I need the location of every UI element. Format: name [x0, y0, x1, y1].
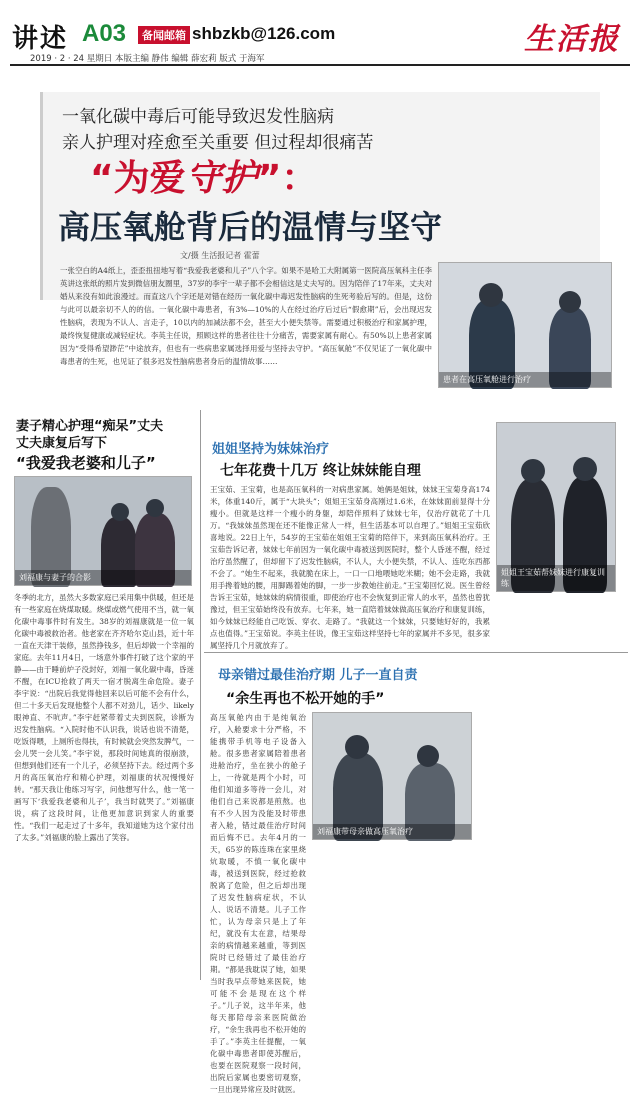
person-head — [521, 459, 545, 483]
story3-body-sidebar — [480, 712, 626, 980]
newspaper-logo: 生活报 — [524, 22, 620, 57]
main-headline: 高压氧舱背后的温情与坚守 — [58, 208, 443, 246]
subheadline-1: 一氧化碳中毒后可能导致迟发性脑病 — [62, 107, 334, 127]
section-tag: 备闻邮箱 — [138, 26, 190, 44]
main-headline-suffix: ”： — [257, 158, 318, 199]
lead-photo — [438, 262, 612, 388]
page-number: A03 — [82, 20, 127, 47]
row-divider — [204, 652, 628, 653]
subheadline-2: 亲人护理对痊愈至关重要 但过程却很痛苦 — [62, 133, 374, 153]
story1-headline-quote: “我爱我老婆和儿子” — [16, 454, 156, 472]
story1-photo-caption: 刘福康与妻子的合影 — [15, 570, 191, 585]
story2-photo — [496, 422, 616, 592]
masthead — [0, 0, 640, 62]
person-head — [146, 499, 164, 517]
story3-subheadline: “余生再也不松开她的手” — [226, 691, 385, 707]
person-head — [479, 283, 503, 307]
main-headline-script: 守护 — [185, 157, 258, 199]
lead-photo-caption: 患者在高压氧舱进行治疗 — [439, 372, 611, 387]
story1-photo — [14, 476, 192, 586]
story2-subheadline: 七年花费十几万 终让妹妹能自理 — [220, 463, 421, 479]
person-head — [417, 745, 439, 767]
contact-email: shbzkb@126.com — [192, 24, 336, 43]
section-title: 讲述 — [12, 24, 69, 54]
story3-photo — [312, 712, 472, 840]
person-head — [345, 735, 369, 759]
person-head — [111, 503, 129, 521]
dateline: 2019 · 2 · 24 星期日 本版主编 静伟 编辑 薛宏莉 版式 于海军 — [30, 54, 265, 64]
main-headline-red — [90, 150, 317, 201]
person-head — [559, 291, 581, 313]
story2-body: 王宝茹、王宝菊，也是高压氧科的一对病患家属。她俩是姐妹，妹妹王宝菊身高174米，体重140斤，属于“大块头”；姐姐王宝茹身高刚过1.6米，在妹妹面前显得十分瘦小。但就是这样一个瘦小的身躯，却陪伴照料了妹妹七年，仅治疗就花了十几万。“我妹妹虽然现在还不能像正常人一样，但生活基本可以自理了。”姐姐王宝茹欣喜地说。22日上午，54岁的王宝茹在姐姐王宝菊的陪伴下，来到高压氧科治疗。王宝茹告诉记者，妹妹七年前因为一氧化碳中毒被送到医院时，整个人昏迷不醒，经过治疗虽然醒了，但却留下了迟发性脑病，不认人，大小便失禁，不认人、连吃东西都不会了。“她生不起来，我就脆在床上，一口一口地喂她吃米糊；她不会走路，我就用手搀着她的腰，用脚踢着她的脚，一步一步教她往前走。”王宝菊回忆说。医生曾经告诉王宝茹，她妹妹的病情很重，即使治疗也不会恢复到正常人的水平，虽然也曾犹豫过，但王宝茹始终没有放弃。七年来，她一直陪着妹妹做高压氧治疗和康复训练，如今妹妹已经能自己吃饭、穿衣、走路了。“我就这一个妹妹，只要她好好的，我累点也值得。”王宝茹说。李英主任说，像王宝茹这样坚持七年的家属并不多见，很多家属坚持几个月就放弃了。 — [210, 485, 490, 650]
story1-body: 冬季的北方，虽然大多数家庭已采用集中供暖，但还是有一些家庭在烧煤取暖。烧煤或燃气使用不当，就一氧化碳中毒事件时有发生。38岁的刘福康就是一位一氧化碳中毒被救治者。他老家在齐齐哈尔克山县，近十年一直在天津干装修，虽然挣钱多，但后却做一个幸福的家庭。去年11月4日，一场意外事件打破了这个家的平静——由于睡前炉子没封好，刘福一氧化碳中毒，昏迷不醒，在ICU抢救了两天一宿才脱离生命危险。妻子李宇说：“出院后我觉得他回来以后可能不会有什么，但二十多天后发现他整个人都不对劲儿，话少、likely 眼神直、不吭声。”李宇赶紧带着丈夫到医院，诊断为迟发性脑病。“入院时他不认识我，说话也说不清楚，吃饭得喂，上厕所也得扶，有时候就会突然发脾气，一会儿哭一会儿笑。”李宇说，那段时间她真的很崩溃，但想到他们还有一个儿子，必须坚持下去。经过两个多月的高压氧治疗和精心护理，刘福康的状况慢慢好转。“那天我让他练习写字，问他想写什么，他一笔一画写下‘我爱我老婆和儿子’，我当时就哭了。”刘福康说，病了这段时间，让他更加意识到家人的重要性。“我们一起走过了十多年，我知道她为这个家付出了太多。”刘福康的脸上露出了笑容。 — [14, 593, 194, 842]
story3-body-continued — [312, 846, 472, 980]
story3-headline: 母亲错过最佳治疗期 儿子一直自责 — [218, 668, 418, 683]
main-headline-prefix: “为爱 — [90, 158, 186, 199]
story2-photo-caption: 姐姐王宝茹帮妹妹进行康复训练 — [497, 565, 615, 591]
story1-headline-line1: 妻子精心护理“痴呆”丈夫 — [16, 419, 164, 434]
masthead-rule — [10, 64, 630, 66]
story3-photo-caption: 刘福康带母亲做高压氧治疗 — [313, 824, 471, 839]
lead-paragraph: 一张空白的A4纸上，歪歪扭扭地写着“我爱我老婆和儿子”八个字。如果不是哈工大附属第一医院高压氧科主任李英讲这张纸的照片发到微信朋友圈里，37岁的李宇一辈子都不会相信这是丈夫写的。因为陪伴了17年来，丈夫对婚从来没有如此浪漫过。而直这八个字还是对错在经历一氧化碳中毒迟发性脑病的生死考验后写的。但是，这份与此可以最亲切不人的的信。一氧化碳中毒患者，有3%—10%的人在经过治疗后过后“假愈期”后，会出现迟发性脑病，表现为不认人、言走子，10以内的加减法都不会，甚至大小便失禁等。需要通过积极治疗和家属护理，最终恢复健康或减轻症状。李英主任说，照顾这样的患者往往十分痛苦，需要家属有耐心。有50%以上患者家属因为“受得希望渺茫”中途放弃，但也有一些病患家属选择用爱与坚持去守护。“高压氧舱”不仅见证了一氧化碳中毒患者的生死，也见证了很多迟发性脑病患者身后的温情故事…… — [60, 266, 432, 366]
story3-body: 高压氧舱内由于是纯氧治疗，入舱要求十分严格，不能携带手机等电子设备入舱。很多患者家属陪着患者进舱治疗，坐在狭小的舱子上，一待就是两个小时，可他们知道多等待一会儿，对他们自己来说都是煎熬。也有不少人因为没能及时带患者入舱，错过最佳治疗时间而后悔不已。去年4月的一天，65岁的陈连珠在家里烧炕取暖，不慎一氧化碳中毒，被送到医院，经过抢救脱离了危险，但之后却出现了迟发性脑病症状，不认人、说话不清楚。儿子工作忙，认为母亲只是上了年纪，就没有太在意，结果母亲的病情越来越重，等到医院时已经错过了最佳治疗期。“都是我耽误了她，如果当时我早点带她来医院，她可能不会是现在这个样子。”儿子说，这半年来，他每天都陪母亲来医院做治疗，“余生我再也不松开她的手了。”李英主任提醒，一氧化碳中毒患者即使苏醒后，也要在医院观察一段时间，出院后家属也要密切观察，一旦出现异常应及时就医。 — [210, 713, 306, 1094]
story1-headline — [16, 418, 163, 452]
story2-headline: 姐姐坚持为妹妹治疗 — [212, 442, 330, 457]
person-head — [573, 457, 597, 481]
story1-headline-line2: 丈夫康复后写下 — [16, 436, 108, 451]
column-divider — [200, 410, 201, 980]
byline: 文/摄 生活报记者 霍蕾 — [180, 251, 260, 260]
